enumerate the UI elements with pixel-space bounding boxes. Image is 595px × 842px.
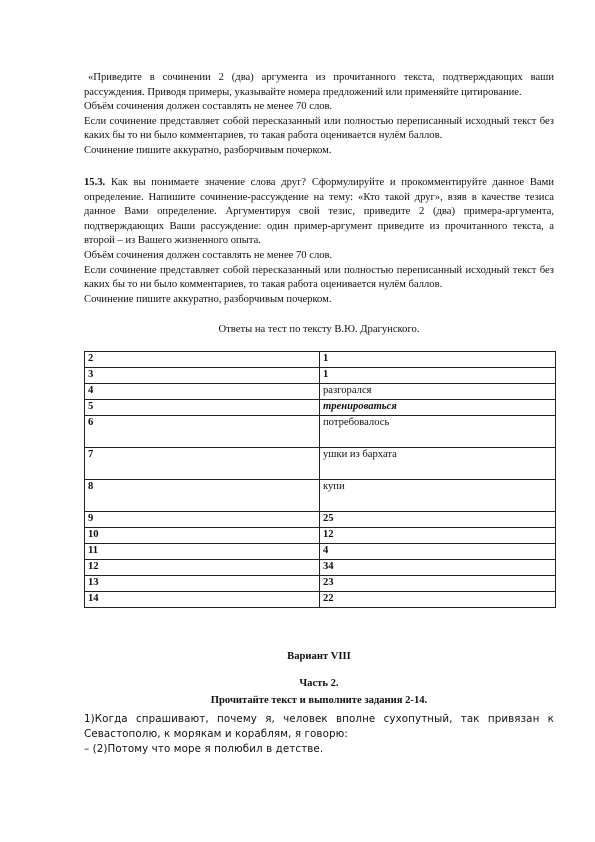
instruction-line: Если сочинение представляет собой пересказанный или полностью переписанный исходный текст без каких бы то ни было комментариев, то такая работа оценивается нулём баллов. bbox=[84, 115, 554, 142]
table-row bbox=[85, 544, 556, 560]
answers-title: Ответы на тест по тексту В.Ю. Драгунского. bbox=[218, 324, 420, 335]
answer-cell: 22 bbox=[320, 592, 556, 608]
instruction-line: «Приведите в сочинении 2 (два) аргумента из прочитанного текста, подтверждающих ваши рассуждения. Приводя примеры, указывайте номера предложений или применяйте цитирование. bbox=[84, 72, 554, 98]
question-number-cell: 8 bbox=[85, 480, 320, 512]
table-row bbox=[85, 592, 556, 608]
question-number-cell: 6 bbox=[85, 416, 320, 448]
text-paragraph: – (2)Потому что море я полюбил в детстве. bbox=[84, 743, 324, 756]
answers-table bbox=[84, 351, 556, 608]
question-number-cell: 10 bbox=[85, 528, 320, 544]
part-title: Часть 2. bbox=[299, 678, 339, 689]
question-number-cell: 14 bbox=[85, 592, 320, 608]
question-number-cell: 2 bbox=[85, 352, 320, 368]
table-row bbox=[85, 384, 556, 400]
text-paragraph: 1)Когда спрашивают, почему я, человек вполне сухопутный, так привязан к Севастополю, к морякам и кораблям, я говорю: bbox=[84, 713, 554, 741]
instruction-line: Сочинение пишите аккуратно, разборчивым почерком. bbox=[84, 144, 332, 156]
instruction-line: Сочинение пишите аккуратно, разборчивым почерком. bbox=[84, 293, 332, 305]
question-number-cell: 3 bbox=[85, 368, 320, 384]
table-row bbox=[85, 368, 556, 384]
answer-cell: ушки из бархата bbox=[320, 448, 556, 480]
variant-title: Вариант VIII bbox=[287, 651, 351, 662]
question-number-cell: 12 bbox=[85, 560, 320, 576]
answer-cell: тренироваться bbox=[320, 400, 556, 416]
instruction-line: Объём сочинения должен составлять не менее 70 слов. bbox=[84, 249, 333, 261]
instruction-line: Объём сочинения должен составлять не менее 70 слов. bbox=[84, 101, 333, 113]
table-row bbox=[85, 576, 556, 592]
table-row bbox=[85, 352, 556, 368]
answer-cell: потребовалось bbox=[320, 416, 556, 448]
instruction-heading: Прочитайте текст и выполните задания 2-14. bbox=[210, 695, 428, 706]
table-row bbox=[85, 416, 556, 448]
instruction-line: Если сочинение представляет собой пересказанный или полностью переписанный исходный текст без каких бы то ни было комментариев, то такая работа оценивается нулём баллов. bbox=[84, 264, 554, 291]
answer-cell: 1 bbox=[320, 352, 556, 368]
question-number-cell: 11 bbox=[85, 544, 320, 560]
reading-text bbox=[84, 712, 554, 758]
table-row bbox=[85, 512, 556, 528]
task-text bbox=[84, 176, 554, 249]
question-number-cell: 4 bbox=[85, 384, 320, 400]
question-number-cell: 7 bbox=[85, 448, 320, 480]
answer-cell: купи bbox=[320, 480, 556, 512]
answer-cell: 1 bbox=[320, 368, 556, 384]
task-description: Как вы понимаете значение слова друг? Сформулируйте и прокомментируйте данное Вами определение. Напишите сочинение-рассуждение на тему: «Кто такой друг», взяв в качестве тезиса данное Вами определение. Аргументируя свой тезис, приведите 2 (два) примера-аргумента, подтверждающих Ваши рассуждение: один пример-аргумент приведите из прочитанного текста, а второй – из Вашего жизненного опыта. bbox=[84, 177, 554, 247]
answer-cell: 23 bbox=[320, 576, 556, 592]
question-number-cell: 5 bbox=[85, 400, 320, 416]
answer-cell: 4 bbox=[320, 544, 556, 560]
answer-cell: 34 bbox=[320, 560, 556, 576]
answer-cell: 25 bbox=[320, 512, 556, 528]
answer-cell: разгорался bbox=[320, 384, 556, 400]
essay-instructions-block bbox=[84, 71, 554, 159]
table-row bbox=[85, 448, 556, 480]
table-row bbox=[85, 480, 556, 512]
question-number-cell: 9 bbox=[85, 512, 320, 528]
question-number-cell: 13 bbox=[85, 576, 320, 592]
task-15-3-block bbox=[84, 176, 554, 307]
table-row bbox=[85, 528, 556, 544]
table-row bbox=[85, 560, 556, 576]
table-row bbox=[85, 400, 556, 416]
task-number: 15.3. bbox=[84, 177, 106, 188]
answer-cell: 12 bbox=[320, 528, 556, 544]
